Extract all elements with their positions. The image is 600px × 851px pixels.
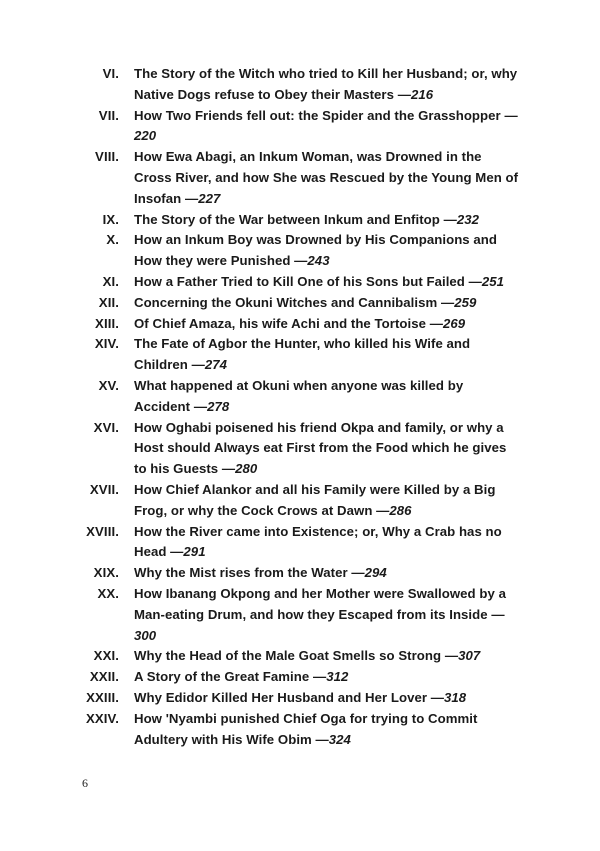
chapter-title: Concerning the Okuni Witches and Cannibalism <box>134 294 438 310</box>
chapter-page: 243 <box>307 253 330 269</box>
chapter-number: IX. <box>102 211 119 227</box>
chapter-page: 220 <box>134 128 157 144</box>
chapter-number: XXI. <box>93 648 119 664</box>
chapter-title-line <box>134 64 519 106</box>
chapter-title-line <box>134 272 519 293</box>
chapter-page: 286 <box>389 502 412 518</box>
chapter-title: How Two Friends fell out: the Spider and the Grasshopper <box>134 107 501 123</box>
chapter-title-line <box>134 293 519 314</box>
table-of-contents <box>0 64 600 750</box>
chapter-title: Of Chief Amaza, his wife Achi and the Tortoise <box>134 315 426 331</box>
chapter-number: XIV. <box>94 336 119 352</box>
dash: — <box>193 398 208 414</box>
dash: — <box>376 502 390 518</box>
toc-entry <box>0 688 600 709</box>
chapter-number: XVII. <box>89 481 119 497</box>
chapter-number: XX. <box>97 585 119 601</box>
dash: — <box>430 689 445 705</box>
chapter-page: 259 <box>454 294 477 310</box>
toc-entry <box>0 64 600 106</box>
chapter-page: 251 <box>481 273 505 289</box>
chapter-title: How Ewa Abagi, an Inkum Woman, was Drowned in the Cross River, and how She was Rescued by the Young Men of Insofan <box>134 149 519 206</box>
toc-entry <box>0 584 600 646</box>
chapter-page: 294 <box>364 565 387 581</box>
chapter-page: 274 <box>204 357 228 373</box>
dash: — <box>491 606 505 622</box>
chapter-title-line <box>134 646 519 667</box>
chapter-title-line <box>134 106 519 148</box>
chapter-number: XI. <box>102 273 119 289</box>
chapter-title-line <box>134 584 519 646</box>
dash: — <box>315 731 329 747</box>
toc-entry <box>0 334 600 376</box>
chapter-title-line <box>134 709 519 751</box>
chapter-page: 324 <box>328 731 351 747</box>
chapter-number: XII. <box>98 294 119 310</box>
toc-entry <box>0 709 600 751</box>
chapter-number: XIII. <box>95 315 119 331</box>
chapter-title-line <box>134 418 519 480</box>
chapter-page: 300 <box>134 627 157 643</box>
chapter-number: XVIII. <box>86 523 119 539</box>
dash: — <box>444 648 459 664</box>
chapter-page: 216 <box>410 86 434 102</box>
toc-entry <box>0 293 600 314</box>
chapter-page: 269 <box>442 315 466 331</box>
chapter-page: 291 <box>183 544 206 560</box>
chapter-title: The Fate of Agbor the Hunter, who killed his Wife and Children <box>134 336 471 373</box>
chapter-title: How Oghabi poisened his friend Okpa and family, or why a Host should Always eat First from the Food which he gives to his Guests <box>134 419 507 477</box>
dash: — <box>440 294 455 310</box>
toc-entry <box>0 147 600 209</box>
chapter-number: X. <box>106 232 119 248</box>
chapter-title: Why Edidor Killed Her Husband and Her Lover <box>134 689 428 705</box>
toc-entry <box>0 522 600 564</box>
chapter-title-line <box>134 210 519 231</box>
dash: — <box>170 544 184 560</box>
chapter-number: XIX. <box>93 565 119 581</box>
dash: — <box>504 107 518 123</box>
chapter-page: 318 <box>444 689 467 705</box>
chapter-title: How a Father Tried to Kill One of his Sons but Failed <box>134 273 465 289</box>
chapter-title: How Ibanang Okpong and her Mother were Swallowed by a Man-eating Drum, and how they Escaped from its Inside <box>134 585 506 622</box>
chapter-title: Why the Mist rises from the Water <box>134 565 348 581</box>
chapter-number: XXII. <box>89 669 119 685</box>
chapter-number: VIII. <box>95 149 119 165</box>
chapter-title-line <box>134 522 519 564</box>
chapter-title: How an Inkum Boy was Drowned by His Companions and How they were Punished <box>134 232 498 269</box>
dash: — <box>397 86 411 102</box>
chapter-page: 227 <box>198 190 221 206</box>
dash: — <box>429 315 443 331</box>
toc-entry <box>0 230 600 272</box>
chapter-page: 278 <box>207 398 230 414</box>
chapter-number: VI. <box>102 66 119 81</box>
chapter-page: 312 <box>326 669 349 685</box>
toc-entry <box>0 667 600 688</box>
chapter-page: 307 <box>458 648 481 664</box>
dash: — <box>443 211 457 227</box>
toc-entry <box>0 314 600 335</box>
toc-entry <box>0 563 600 584</box>
chapter-title: How the River came into Existence; or, Why a Crab has no Head <box>134 523 502 560</box>
chapter-title-line <box>134 230 519 272</box>
dash: — <box>191 357 205 373</box>
toc-entry <box>0 272 600 293</box>
chapter-title: The Story of the Witch who tried to Kill her Husband; or, why Native Dogs refuse to Obey their Masters <box>134 66 518 102</box>
dash: — <box>312 669 327 685</box>
toc-entry <box>0 418 600 480</box>
page-number: 6 <box>82 776 88 790</box>
toc-entry <box>0 106 600 148</box>
chapter-title-line <box>134 688 519 709</box>
toc-entry <box>0 376 600 418</box>
chapter-page: 232 <box>456 211 479 227</box>
dash: — <box>294 253 308 269</box>
dash: — <box>221 461 236 477</box>
chapter-title: What happened at Okuni when anyone was killed by Accident <box>134 377 464 414</box>
dash: — <box>351 565 365 581</box>
chapter-page: 280 <box>235 461 258 477</box>
chapter-title: How Chief Alankor and all his Family were Killed by a Big Frog, or why the Cock Crows at Dawn <box>134 481 496 518</box>
chapter-number: VII. <box>98 107 119 123</box>
toc-entry <box>0 480 600 522</box>
chapter-title-line <box>134 147 519 209</box>
chapter-number: XVI. <box>93 419 119 435</box>
dash: — <box>468 273 482 289</box>
chapter-title-line <box>134 334 519 376</box>
chapter-title: The Story of the War between Inkum and Enfitop <box>134 211 440 227</box>
chapter-title-line <box>134 314 519 335</box>
chapter-title-line <box>134 563 519 584</box>
chapter-title: Why the Head of the Male Goat Smells so Strong <box>134 648 442 664</box>
dash: — <box>184 190 199 206</box>
toc-entry <box>0 210 600 231</box>
chapter-number: XXIV. <box>85 710 119 726</box>
chapter-title-line <box>134 667 519 688</box>
toc-entry <box>0 646 600 667</box>
chapter-title-line <box>134 376 519 418</box>
chapter-title: How 'Nyambi punished Chief Oga for trying to Commit Adultery with His Wife Obim <box>134 710 478 747</box>
chapter-title-line <box>134 480 519 522</box>
chapter-title: A Story of the Great Famine <box>134 669 310 685</box>
chapter-number: XXIII. <box>86 689 119 705</box>
chapter-number: XV. <box>98 377 119 393</box>
